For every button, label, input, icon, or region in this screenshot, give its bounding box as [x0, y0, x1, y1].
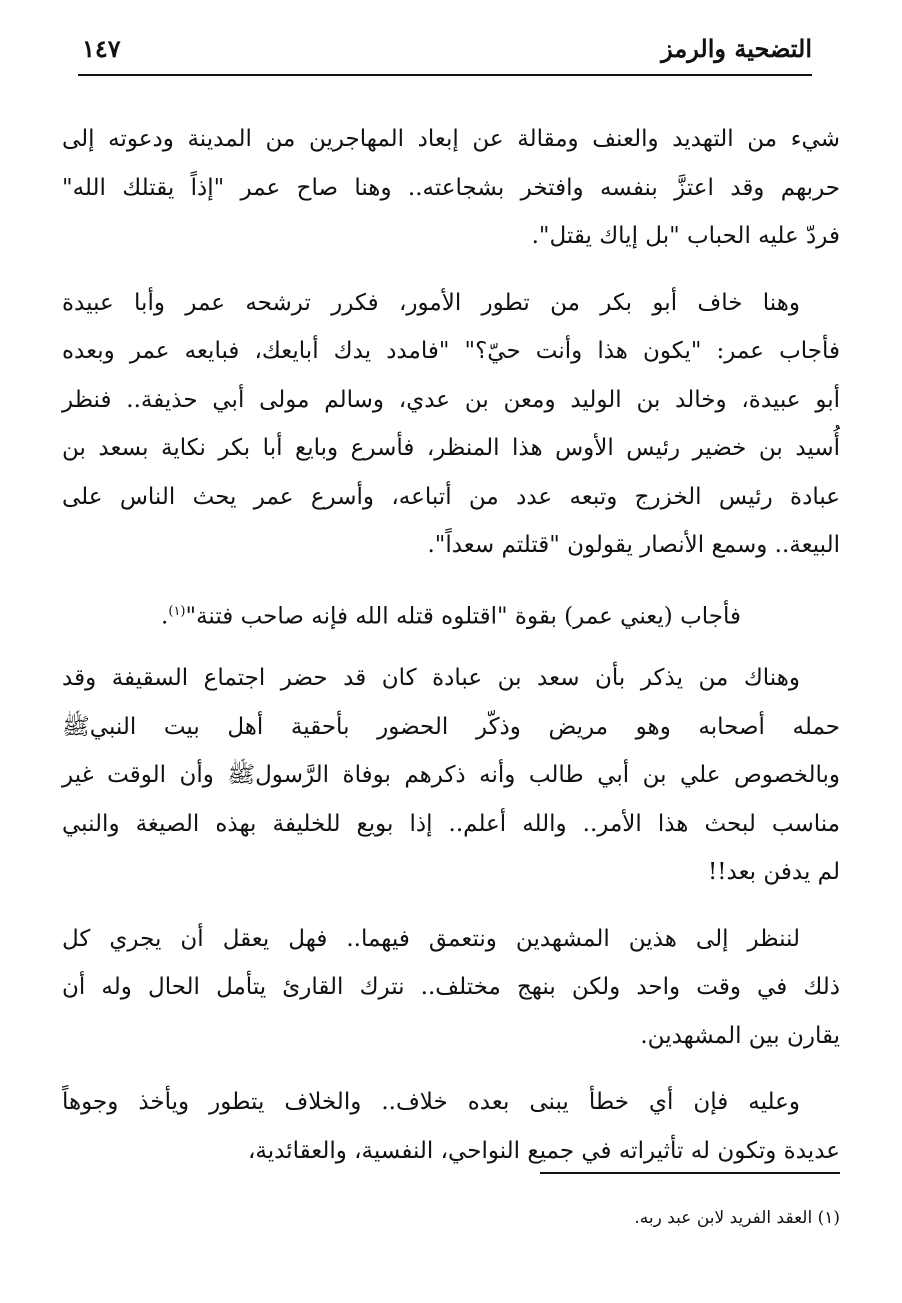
- text-line: حمله أصحابه وهو مريض وذكّر الحضور بأحقية أهل بيت النبيﷺ: [62, 713, 840, 740]
- paragraph: [62, 115, 840, 261]
- punctuation: .: [161, 603, 169, 630]
- text-line: وبالخصوص علي بن أبي طالب وأنه ذكرهم بوفاة الرَّسولﷺ وأن الوقت غير: [62, 762, 840, 788]
- text-line: ذلك في وقت واحد ولكن بنهج مختلف.. نترك القارئ يتأمل الحال وله أن: [62, 974, 840, 1000]
- paragraph: [62, 915, 840, 1061]
- text-line: أُسيد بن خضير رئيس الأوس هذا المنظر، فأسرع وبايع أبا بكر نكاية بسعد بن: [62, 435, 840, 461]
- text-line: وهناك من يذكر بأن سعد بن عبادة كان قد حضر اجتماع السقيفة وقد: [62, 665, 800, 691]
- footnote: (١) العقد الفريد لابن عبد ربه.: [634, 1208, 840, 1228]
- page-header: [78, 28, 812, 76]
- text-line: شيء من التهديد والعنف ومقالة عن إبعاد المهاجرين من المدينة ودعوته إلى: [62, 126, 840, 152]
- text-line: حربهم وقد اعتزَّ بنفسه وافتخر بشجاعته.. وهنا صاح عمر "إذاً يقتلك الله": [62, 174, 840, 201]
- text-line: يقارن بين المشهدين.: [640, 1022, 840, 1049]
- paragraph: [62, 279, 840, 570]
- footnote-divider: [540, 1172, 840, 1174]
- text-line: لم يدفن بعد!!: [708, 859, 840, 885]
- paragraph: [62, 1078, 840, 1175]
- text-line-content: فأجاب (يعني عمر) بقوة "اقتلوه قتله الله فإنه صاحب فتنة": [185, 603, 741, 630]
- text-line: أبو عبيدة، وخالد بن الوليد ومعن بن عدي، وسالم مولى أبي حذيفة.. فنظر: [62, 386, 840, 413]
- text-line: وعليه فإن أي خطأ يبنى بعده خلاف.. والخلاف يتطور ويأخذ وجوهاً: [62, 1089, 800, 1115]
- text-line: فأجاب عمر: "يكون هذا وأنت حيّ؟" "فامدد يدك أبايعك، فبايعه عمر وبعده: [62, 338, 840, 364]
- text-line: فردّ عليه الحباب "بل إياك يقتل".: [531, 223, 840, 249]
- paragraph: [62, 654, 840, 897]
- text-line: عبادة رئيس الخزرج وتبعه عدد من أتباعه، وأسرع عمر يحث الناس على: [62, 483, 840, 510]
- text-line: البيعة.. وسمع الأنصار يقولون "قتلتم سعداً".: [427, 532, 840, 558]
- page-body: [62, 115, 840, 1193]
- page-number: ١٤٧: [82, 34, 121, 63]
- footnote-reference[interactable]: (١): [168, 603, 186, 619]
- text-line: [62, 588, 840, 637]
- text-line: عديدة وتكون له تأثيراته في جميع النواحي، النفسية، والعقائدية،: [247, 1137, 840, 1164]
- text-line: وهنا خاف أبو بكر من تطور الأمور، فكرر ترشحه عمر وأبا عبيدة: [62, 289, 800, 316]
- text-line: مناسب لبحث هذا الأمر.. والله أعلم.. إذا بويع للخليفة بهذه الصيغة والنبي: [62, 810, 840, 837]
- running-title: التضحية والرمز: [661, 34, 812, 63]
- text-line: لننظر إلى هذين المشهدين ونتعمق فيهما.. فهل يعقل أن يجري كل: [62, 925, 800, 952]
- paragraph: [62, 588, 840, 637]
